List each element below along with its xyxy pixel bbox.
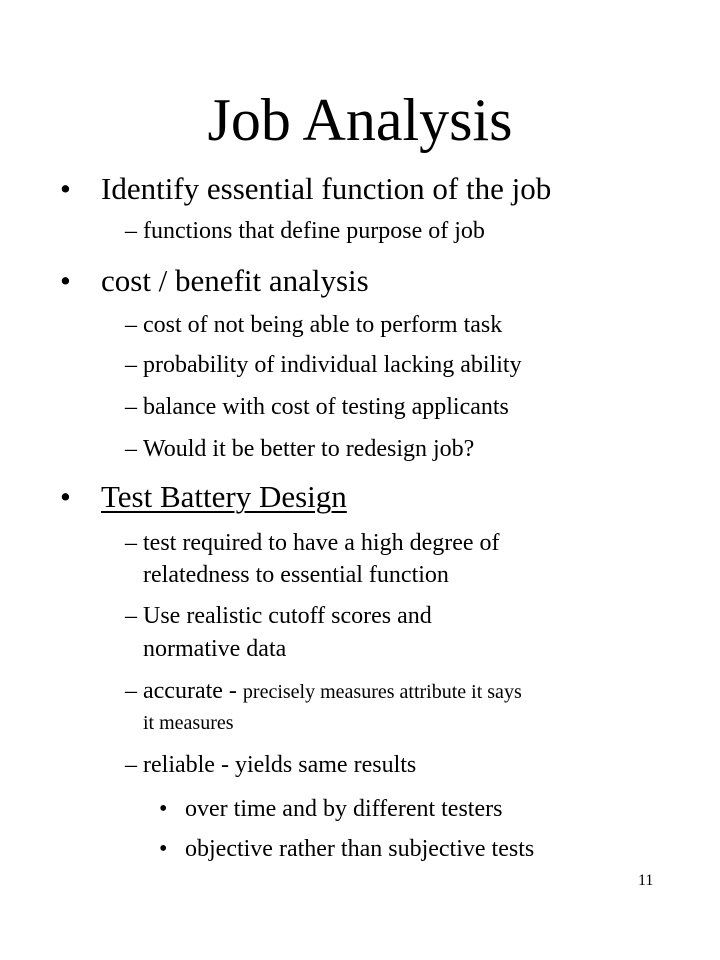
subbullet-cost-3	[0, 434, 720, 464]
subbullet-text: cost of not being able to perform task	[143, 312, 503, 338]
subbullet-test-3	[0, 750, 720, 780]
dash-marker: –	[125, 678, 137, 704]
dash-marker: –	[125, 312, 137, 338]
dash-marker: –	[125, 603, 137, 629]
subsubbullet-text: over time and by different testers	[185, 796, 503, 822]
bullet-identify	[0, 170, 720, 208]
bullet-text: cost / benefit analysis	[101, 263, 369, 298]
subbullet-test-1-cont	[0, 634, 720, 664]
bullet-marker: •	[60, 171, 71, 206]
subbullet-test-2-cont	[0, 708, 720, 738]
page-number: 11	[638, 872, 654, 889]
subbullet-text: it measures	[143, 712, 234, 734]
subbullet-text	[143, 676, 522, 707]
subbullet-test-1	[0, 601, 720, 631]
subbullet-functions	[0, 216, 720, 246]
subbullet-test-0-cont	[0, 560, 720, 590]
bullet-marker-small: •	[159, 796, 168, 822]
subbullet-test-0	[0, 528, 720, 558]
subsubbullet-text: objective rather than subjective tests	[185, 836, 535, 862]
bullet-text: Identify essential function of the job	[101, 171, 552, 206]
subbullet-text: Would it be better to redesign job?	[143, 436, 475, 462]
dash-marker: –	[125, 530, 137, 556]
subbullet-text: balance with cost of testing applicants	[143, 394, 509, 420]
bullet-test-battery	[0, 478, 720, 516]
bullet-marker-small: •	[159, 836, 168, 862]
subbullet-text: probability of individual lacking ability	[143, 352, 522, 378]
subbullet-test-2	[0, 676, 720, 706]
subbullet-cost-0	[0, 310, 720, 340]
dash-marker: –	[125, 436, 137, 462]
dash-marker: –	[125, 752, 137, 778]
bullet-cost	[0, 262, 720, 300]
dash-marker: –	[125, 352, 137, 378]
subbullet-cost-2	[0, 392, 720, 422]
subbullet-text: test required to have a high degree of	[143, 530, 500, 556]
dash-marker: –	[125, 394, 137, 420]
subbullet-text: Use realistic cutoff scores and	[143, 603, 432, 629]
bullet-text-underlined: Test Battery Design	[101, 479, 347, 514]
subbullet-text: relatedness to essential function	[143, 562, 449, 588]
subbullet-text: reliable - yields same results	[143, 752, 417, 778]
slide-title: Job Analysis	[207, 87, 513, 153]
subbullet-text: functions that define purpose of job	[143, 218, 485, 244]
accurate-lead: accurate -	[143, 678, 243, 704]
subsubbullet-0	[0, 794, 720, 824]
subsubbullet-1	[0, 834, 720, 864]
subbullet-cost-1	[0, 350, 720, 380]
bullet-marker: •	[60, 479, 71, 514]
bullet-marker: •	[60, 263, 71, 298]
dash-marker: –	[125, 218, 137, 244]
accurate-rest: precisely measures attribute it says	[242, 681, 522, 703]
subbullet-text: normative data	[143, 636, 287, 662]
